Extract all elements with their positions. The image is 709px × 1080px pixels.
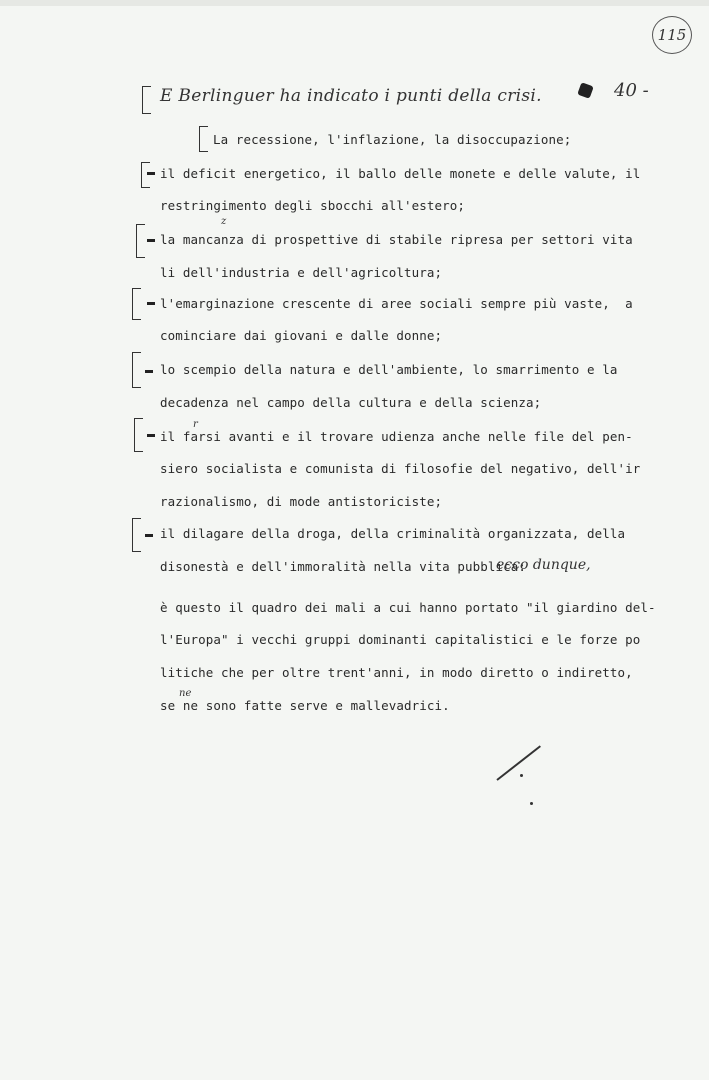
margin-bracket	[141, 162, 150, 188]
text-line: l'Europa" i vecchi gruppi dominanti capitalistici e le forze po	[160, 632, 641, 647]
text-line: lo scempio della natura e dell'ambiente, lo smarrimento e la	[160, 362, 618, 377]
text-line: il farsi avanti e il trovare udienza anche nelle file del pen-	[160, 429, 633, 444]
margin-bracket	[142, 86, 151, 114]
text-line: decadenza nel campo della cultura e della scienza;	[160, 395, 542, 410]
end-mark-dot	[520, 774, 523, 777]
page-stamp	[652, 16, 692, 54]
text-line: il deficit energetico, il ballo delle monete e delle valute, il	[160, 166, 641, 181]
text-line: la mancanza di prospettive di stabile ripresa per settori vita	[160, 232, 633, 247]
handwritten-correction: r	[193, 419, 198, 430]
text-line: il dilagare della droga, della criminalità organizzata, della	[160, 526, 626, 541]
text-line: è questo il quadro dei mali a cui hanno portato "il giardino del-	[160, 600, 656, 615]
text-line: l'emarginazione crescente di aree sociali sempre più vaste, a	[160, 296, 633, 311]
text-line: litiche che per oltre trent'anni, in modo diretto o indiretto,	[160, 665, 633, 680]
margin-bracket	[136, 224, 145, 258]
margin-dash	[147, 434, 155, 437]
paper-edge	[0, 0, 709, 6]
text-line: se ne sono fatte serve e mallevadrici.	[160, 698, 450, 713]
text-line: disonestà e dell'immoralità nella vita pubblica:	[160, 559, 527, 574]
ink-blot	[577, 82, 594, 99]
end-mark-dot	[530, 802, 533, 805]
margin-bracket	[132, 518, 141, 552]
margin-dash	[147, 172, 155, 175]
margin-bracket	[134, 418, 143, 452]
margin-bracket	[199, 126, 208, 152]
margin-bracket	[132, 352, 141, 388]
text-line: restringimento degli sbocchi all'estero;	[160, 198, 466, 213]
end-mark-slash	[496, 745, 541, 780]
text-line: siero socialista e comunista di filosofie del negativo, dell'ir	[160, 461, 641, 476]
page-number-value: 40	[614, 80, 637, 101]
margin-dash	[145, 534, 153, 537]
text-line: li dell'industria e dell'agricoltura;	[160, 265, 443, 280]
text-line: La recessione, l'inflazione, la disoccupazione;	[213, 132, 572, 147]
text-line: razionalismo, di mode antistoriciste;	[160, 494, 443, 509]
margin-dash	[147, 302, 155, 305]
page-number-dash: -	[636, 80, 649, 101]
margin-dash	[145, 370, 153, 373]
handwritten-insert: ecco dunque,	[496, 557, 591, 573]
text-line: cominciare dai giovani e dalle donne;	[160, 328, 443, 343]
page-number	[614, 80, 649, 101]
handwritten-correction: z	[221, 216, 227, 227]
handwritten-heading: E Berlinguer ha indicato i punti della crisi.	[160, 86, 542, 106]
margin-dash	[147, 239, 155, 242]
page-stamp-number: 115	[657, 26, 687, 44]
handwritten-correction: ne	[179, 688, 192, 699]
margin-bracket	[132, 288, 141, 320]
